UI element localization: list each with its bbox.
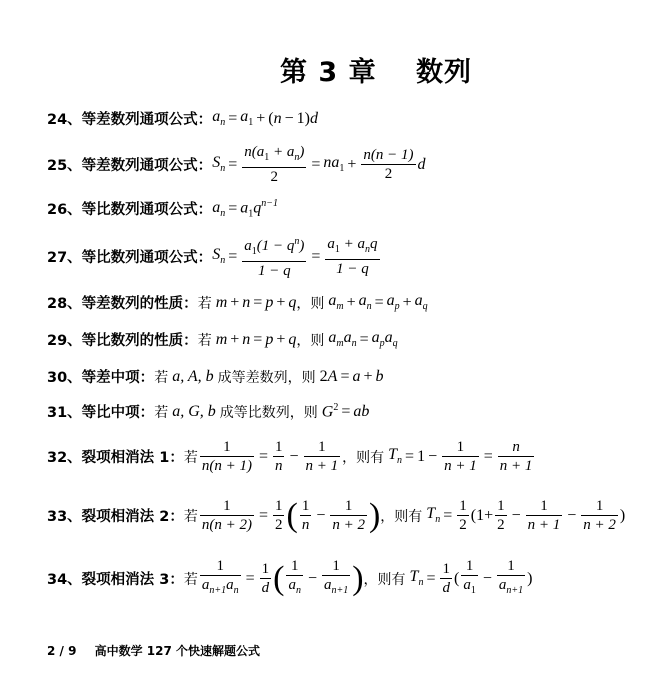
formula-label: 25、等差数列通项公式： — [47, 158, 213, 174]
page-footer — [47, 642, 260, 659]
formula-label: 30、等差中项： — [47, 370, 155, 386]
formula-27: 27、等比数列通项公式： $S_n$ = $\frac{a_1(1 - q^n)}{1 - q}$ = $\frac{a_1 + a_nq}{1 - q}$ — [47, 233, 382, 280]
formula-26: 26、等比数列通项公式： $a_n$ = $a_1q^{n-1}$ — [47, 198, 278, 220]
formula-33: 33、裂项相消法 2： 若 $\frac{1}{n(n + 2)}$ = $\frac{1}{2}$ ( $\frac{1}{n}$ − $\frac{1}{n + 2}$ ) ， 则有 $T_n$ = $\frac{1}{2}$ (1+ $\frac{1}{2}$ − $\frac{1}{n + 1}$ − $\frac{1}{n + 2}$ ) — [47, 496, 626, 534]
chapter-name: 数列 — [416, 57, 472, 88]
formula-label: 27、等比数列通项公式： — [47, 250, 213, 266]
formula-31: 31、等比中项： 若 a, G, b 成等比数列， 则 $G^2$ = ab — [47, 401, 370, 421]
document-title: 高中数学 127 个快速解题公式 — [94, 644, 261, 658]
formula-30: 30、等差中项： 若 a, A, b 成等差数列， 则 2 A = a + b — [47, 367, 384, 386]
formula-label: 34、裂项相消法 3： — [47, 572, 184, 588]
formula-label: 26、等比数列通项公式： — [47, 202, 213, 219]
formula-28: 28、等差数列的性质： 若 m + n = p + q ， 则 $a_m$ + $a_n$ = $a_p$ + $a_q$ — [47, 292, 428, 313]
formula-32: 32、裂项相消法 1： 若 $\frac{1}{n(n + 1)}$ = $\frac{1}{n}$ − $\frac{1}{n + 1}$ ， 则有 $T_n$ = 1 − $\frac{1}{n + 1}$ = $\frac{n}{n + 1}$ — [47, 439, 533, 474]
formula-25: 25、等差数列通项公式： $S_n$ = $\frac{n(a_1 + a_n)}{2}$ = $na_1$ + $\frac{n(n - 1)}{2}$ d — [47, 144, 426, 185]
formula-label: 31、等比中项： — [47, 405, 155, 421]
formula-34: 34、裂项相消法 3： 若 $\frac{1}{a_{n+1}a_n}$ = $\frac{1}{d}$ ( $\frac{1}{a_n}$ − $\frac{1}{a_{n+1}}$ ) ， 则有 $T_n$ = $\frac{1}{d}$ ( $\frac{1}{a_1}$ − $\frac{1}{a_{n+1}}$ ) — [47, 558, 533, 597]
formula-label: 24、等差数列通项公式： — [47, 112, 213, 128]
formula-24: 24、等差数列通项公式： $a_n$ = $a_1$ + ( n − 1) d — [47, 108, 318, 129]
formula-29: 29、等比数列的性质： 若 m + n = p + q ， 则 $a_ma_n$ = $a_pa_q$ — [47, 329, 398, 350]
formula-label: 32、裂项相消法 1： — [47, 450, 184, 466]
chapter-number: 第 3 章 — [280, 57, 377, 88]
formula-label: 29、等比数列的性质： — [47, 333, 198, 349]
formula-label: 28、等差数列的性质： — [47, 296, 198, 312]
chapter-title — [0, 50, 649, 90]
page-number: 2 / 9 — [47, 644, 77, 658]
formula-label: 33、裂项相消法 2： — [47, 509, 184, 525]
